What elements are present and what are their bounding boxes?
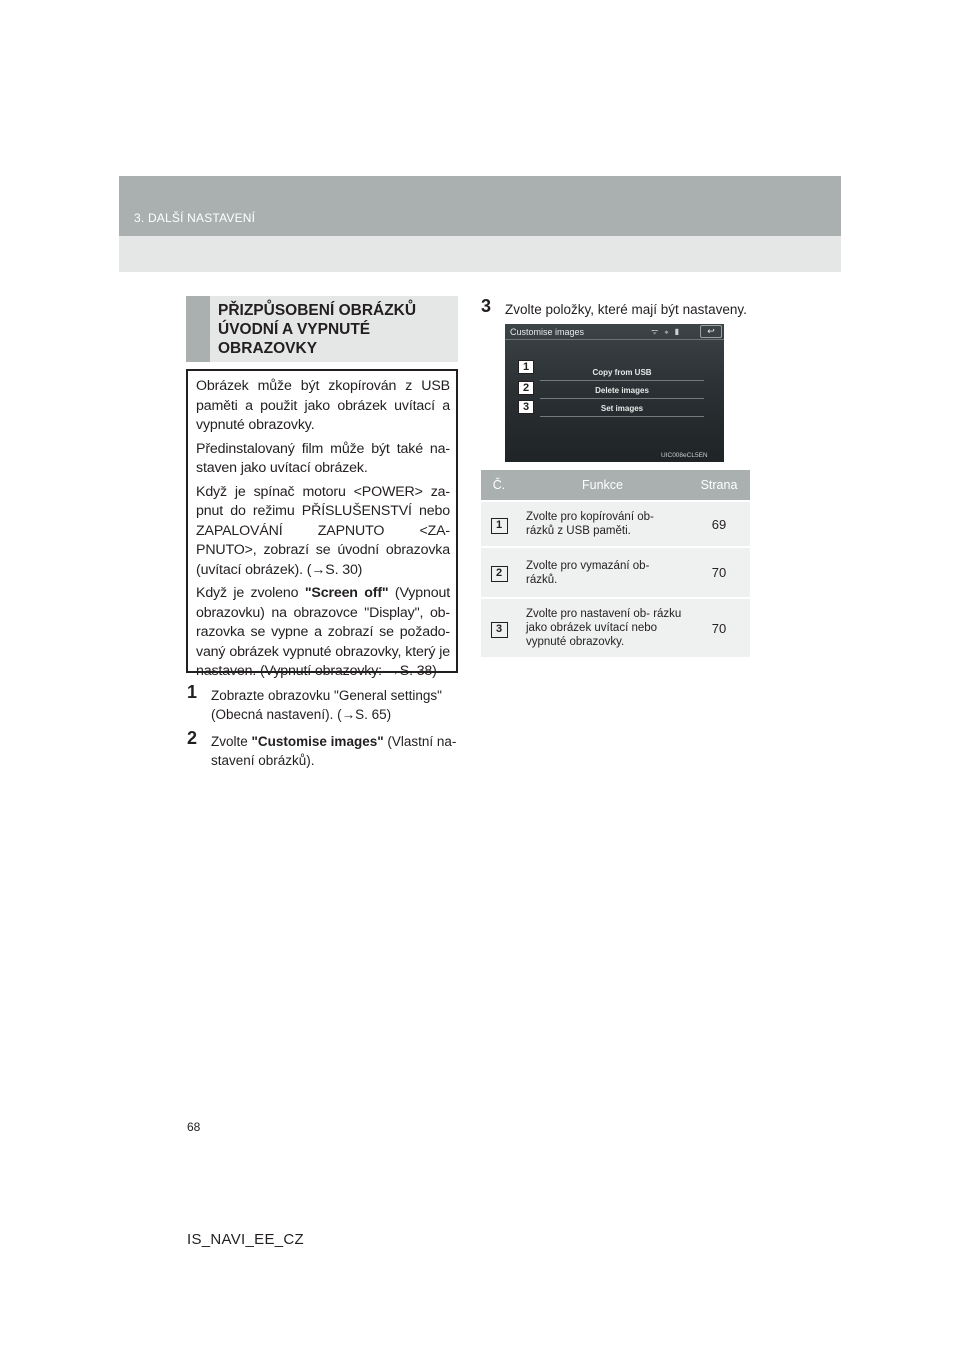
step-3	[481, 296, 771, 319]
copy-from-usb-button[interactable]: Copy from USB	[540, 365, 704, 381]
info-paragraph-4	[196, 584, 450, 682]
row-number-badge: 2	[491, 566, 508, 582]
step-2	[187, 728, 462, 770]
table-row	[481, 598, 750, 657]
table-cell-page: 70	[688, 598, 750, 657]
table-cell-function: Zvolte pro nastavení ob- rázku jako obrázek uvítací nebo vypnuté obrazovky.	[517, 598, 688, 657]
status-icons: ᯤ ⁎ ▮	[651, 327, 682, 336]
table-cell-number	[481, 547, 517, 598]
info-paragraph-2: Předinstalovaný film může být také na- staven jako uvítací obrázek.	[196, 440, 450, 476]
info-p4-bold: "Screen off"	[304, 585, 389, 601]
function-table	[481, 470, 750, 657]
delete-images-button[interactable]: Delete images	[540, 383, 704, 399]
row-number-badge: 1	[491, 518, 508, 534]
screen-title: Customise images	[510, 327, 585, 337]
page-number: 68	[187, 1120, 201, 1134]
section-title: PŘIZPŮSOBENÍ OBRÁZKŮ ÚVODNÍ A VYPNUTÉ OBRAZOVKY	[218, 302, 417, 357]
table-cell-page: 69	[688, 501, 750, 547]
info-p4-pre: Když je zvoleno	[196, 585, 305, 601]
step-2-bold: "Customise images"	[251, 734, 384, 749]
marker-1: 1	[518, 360, 534, 374]
set-images-button[interactable]: Set images	[540, 401, 704, 417]
header-subband	[119, 236, 841, 272]
step-1-text: Zobrazte obrazovku "General settings" (Obecná nastavení). (→S. 65)	[211, 688, 442, 722]
step-1	[187, 682, 462, 724]
table-row	[481, 501, 750, 547]
image-code: UIC008eCL5EN	[661, 452, 708, 459]
col-header-number: Č.	[481, 470, 517, 501]
section-label: 3. DALŠÍ NASTAVENÍ	[134, 211, 256, 225]
info-box	[186, 369, 458, 679]
info-p4-post: (Vypnout obrazovku) na obrazovce "Display", ob- razovka se vypne a zobrazí se požado- vaný obrázek vypnuté obrazovky, který je nastaven. (Vypnutí obrazovky: →S. 38)	[196, 585, 450, 679]
step-2-pre: Zvolte	[211, 734, 252, 749]
info-paragraph-3: Když je spínač motoru <POWER> za- pnut do režimu PŘÍSLUŠENSTVÍ nebo ZAPALOVÁNÍ ZAPNUTO <ZA- PNUTO>, zobrazí se úvodní obrazovka (uvítací obrázek). (→S. 30)	[196, 483, 450, 578]
screenshot-customise-images	[505, 324, 724, 462]
step-2-text	[187, 732, 462, 770]
step-3-text: Zvolte položky, které mají být nastaveny.	[505, 302, 747, 317]
marker-2: 2	[518, 381, 534, 395]
table-cell-function: Zvolte pro kopírování ob- rázků z USB paměti.	[517, 501, 688, 547]
table-row	[481, 547, 750, 598]
back-icon[interactable]: ↩	[700, 325, 722, 338]
table-cell-number	[481, 501, 517, 547]
step-2-post: (Vlastní na- stavení obrázků).	[211, 734, 457, 768]
info-paragraph-1: Obrázek může být zkopírován z USB paměti a použit jako obrázek uvítací a vypnuté obrazovky.	[196, 378, 450, 433]
col-header-page: Strana	[688, 470, 750, 501]
table-header-row	[481, 470, 750, 501]
marker-3: 3	[518, 400, 534, 414]
row-number-badge: 3	[491, 622, 508, 638]
col-header-function: Funkce	[517, 470, 688, 501]
table-cell-function: Zvolte pro vymazání ob- rázků.	[517, 547, 688, 598]
screen-divider	[505, 339, 724, 340]
document-code: IS_NAVI_EE_CZ	[187, 1231, 305, 1248]
step-3-number: 3	[481, 296, 492, 316]
step-2-number: 2	[187, 728, 198, 748]
section-title-box	[186, 296, 458, 362]
table-cell-page: 70	[688, 547, 750, 598]
header-band	[119, 176, 841, 236]
step-1-number: 1	[187, 682, 198, 702]
table-cell-number	[481, 598, 517, 657]
